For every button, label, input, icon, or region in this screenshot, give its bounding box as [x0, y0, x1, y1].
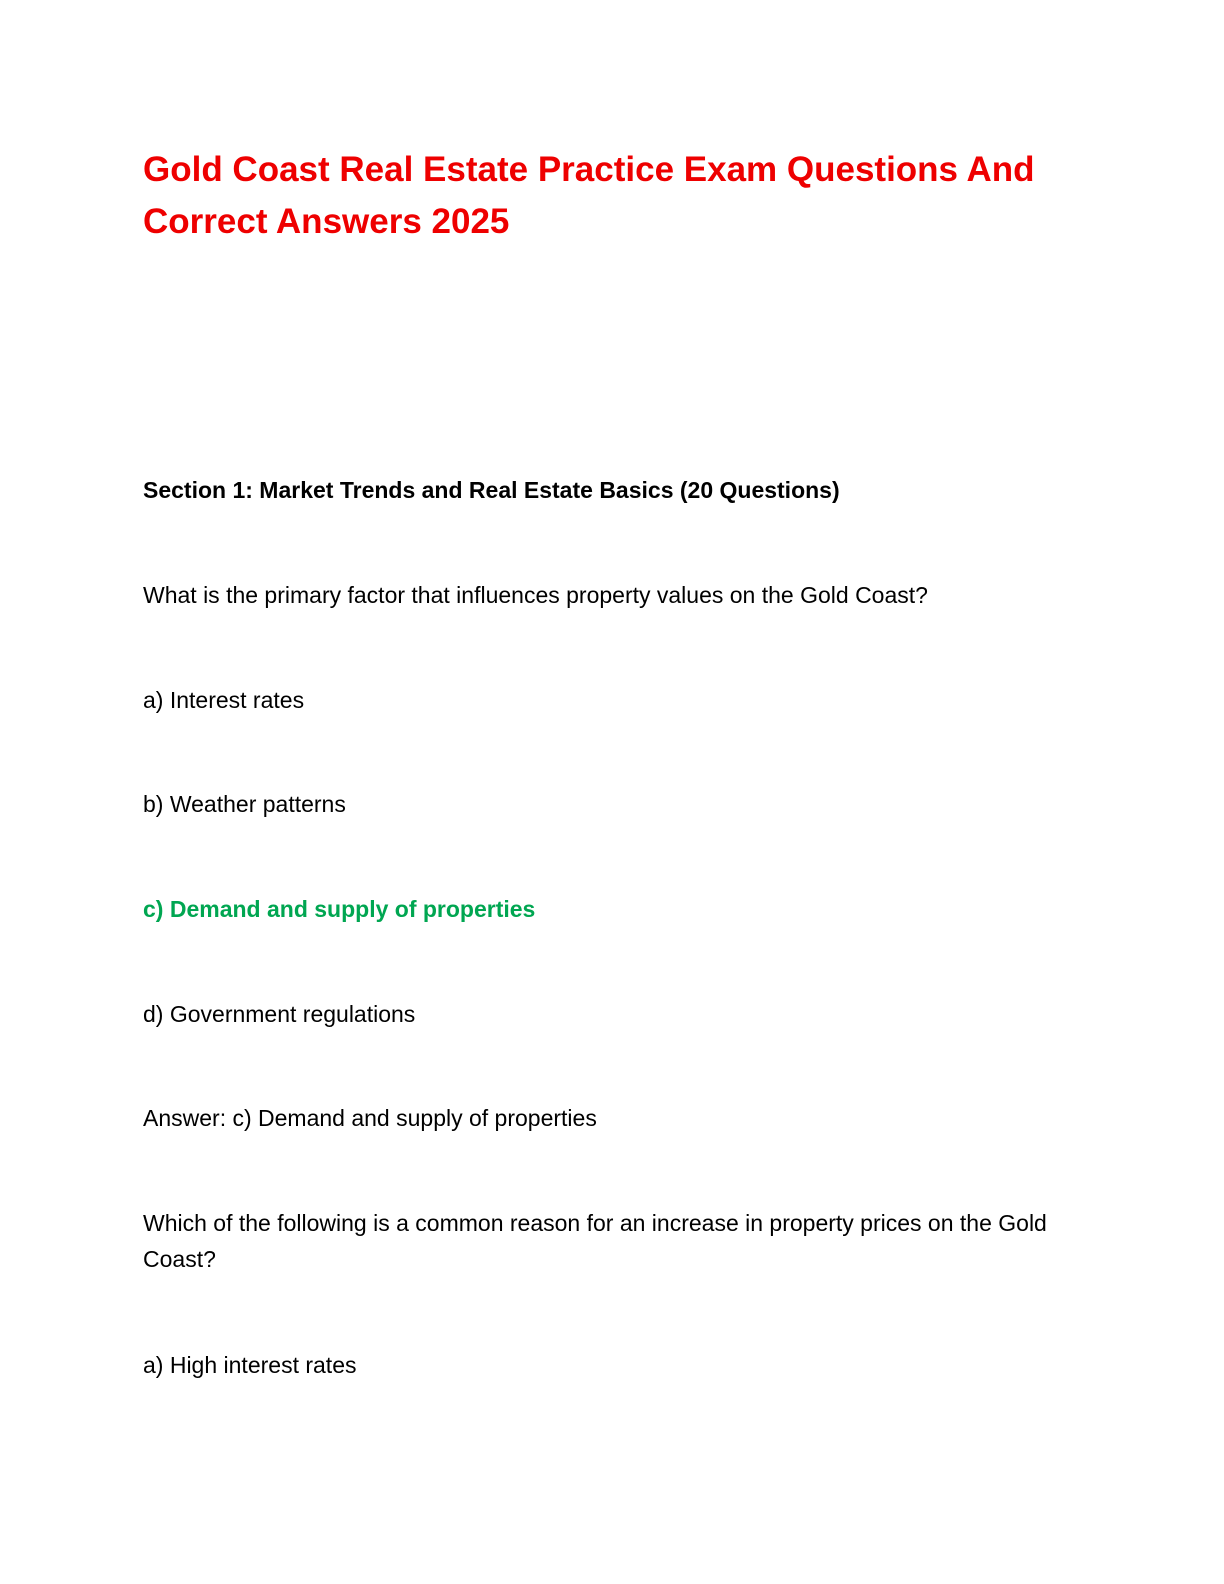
question-1-option-c-correct: c) Demand and supply of properties	[143, 896, 536, 922]
question-1-option-d: d) Government regulations	[143, 1001, 416, 1027]
question-2-option-a: a) High interest rates	[143, 1352, 357, 1378]
question-2-text: Which of the following is a common reason for an increase in property prices on the Gold Coast?	[143, 1210, 1047, 1272]
section-heading: Section 1: Market Trends and Real Estate Basics (20 Questions)	[143, 477, 840, 503]
question-1-option-b: b) Weather patterns	[143, 791, 346, 817]
question-1-answer: Answer: c) Demand and supply of properties	[143, 1105, 597, 1131]
question-1-option-a: a) Interest rates	[143, 687, 305, 713]
document-title: Gold Coast Real Estate Practice Exam Questions And Correct Answers 2025	[143, 150, 1035, 241]
question-1-text: What is the primary factor that influences property values on the Gold Coast?	[143, 582, 928, 608]
